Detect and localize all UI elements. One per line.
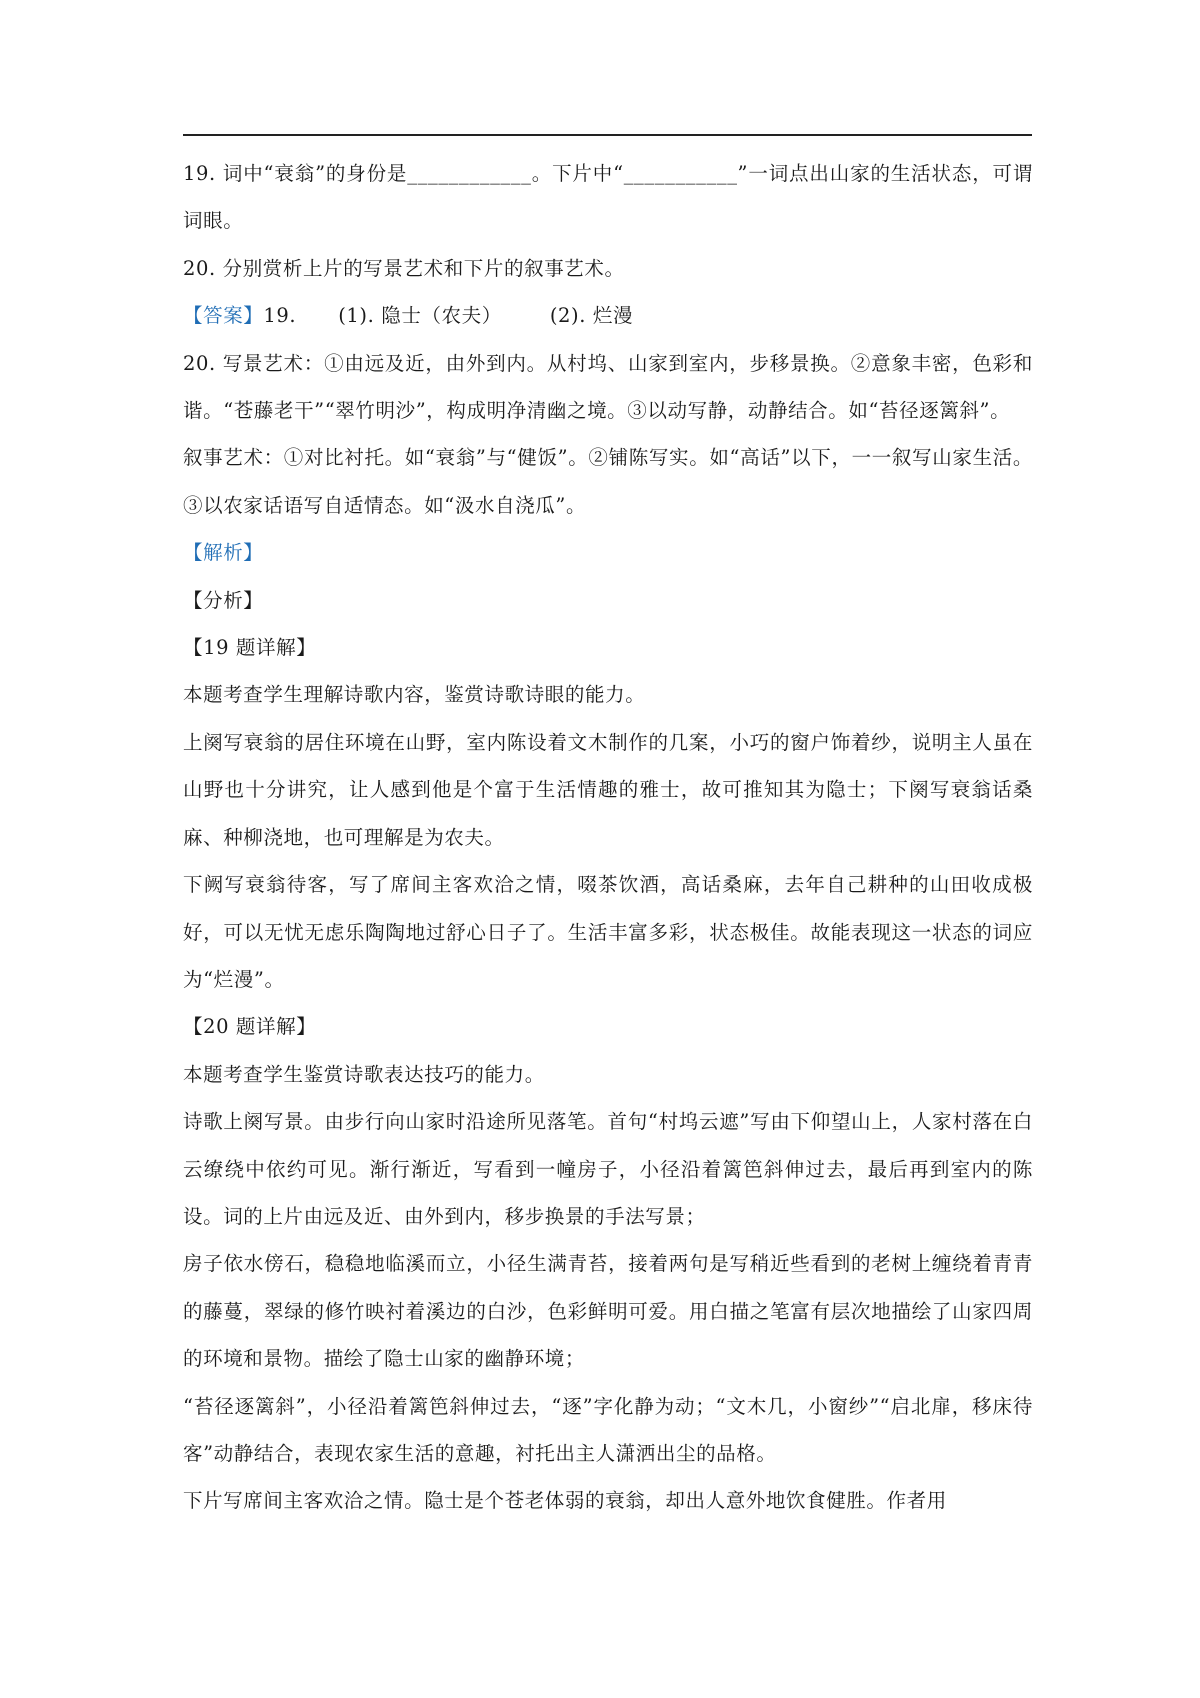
analysis-sub-label: 【分析】: [183, 588, 264, 612]
q20-detail-p3: 房子依水傍石，稳稳地临溪而立，小径生满青苔，接着两句是写稍近些看到的老树上缠绕着青青的藤蔓，翠绿的修竹映衬着溪边的白沙，色彩鲜明可爱。用白描之笔富有层次地描绘了山家四周的环境和景物。描绘了隐士山家的幽静环境；: [183, 1252, 1033, 1371]
answer-19: [183, 292, 1033, 339]
q19-detail-p2: 上阕写衰翁的居住环境在山野，室内陈设着文木制作的几案，小巧的窗户饰着纱，说明主人虽在山野也十分讲究，让人感到他是个富于生活情趣的雅士，故可推知其为隐士；下阕写衰翁话桑麻、种柳浇地，也可理解是为农夫。: [183, 730, 1033, 849]
q20-detail-p2: 诗歌上阕写景。由步行向山家时沿途所见落笔。首句“村坞云遮”写由下仰望山上，人家村落在白云缭绕中依约可见。渐行渐近，写看到一幢房子，小径沿着篱笆斜伸过去，最后再到室内的陈设。词的上片由远及近、由外到内，移步换景的手法写景；: [183, 1110, 1033, 1228]
document-body: [183, 150, 1033, 1525]
answer-label: 【答案】: [183, 304, 264, 328]
answer-20-narrative: 叙事艺术：①对比衬托。如“衰翁”与“健饭”。②铺陈写实。如“高话”以下，一一叙写山家生活。③以农家话语写自适情态。如“汲水自浇瓜”。: [183, 446, 1033, 517]
q20-detail-p5: 下片写席间主客欢洽之情。隐士是个苍老体弱的衰翁，却出人意外地饮食健胜。作者用: [183, 1489, 947, 1513]
q19-detail-p1: 本题考查学生理解诗歌内容，鉴赏诗歌诗眼的能力。: [183, 683, 646, 707]
q19-detail-p3: 下阙写衰翁待客，写了席间主客欢洽之情，啜茶饮酒，高话桑麻，去年自己耕种的山田收成极好，可以无忧无虑乐陶陶地过舒心日子了。生活丰富多彩，状态极佳。故能表现这一状态的词应为“烂漫”。: [183, 873, 1033, 991]
q19-detail-heading: 【19 题详解】: [183, 636, 317, 660]
analysis-label: 【解析】: [183, 541, 264, 565]
answer-19-part2: (2). 烂漫: [549, 304, 634, 328]
q20-detail-p1: 本题考查学生鉴赏诗歌表达技巧的能力。: [183, 1062, 545, 1086]
q20-detail-heading: 【20 题详解】: [183, 1015, 317, 1039]
answer-20-scenery: 20. 写景艺术：①由远及近，由外到内。从村坞、山家到室内，步移景换。②意象丰密，色彩和谐。“苍藤老干”“翠竹明沙”，构成明净清幽之境。③以动写静，动静结合。如“苔径逐篱斜”。: [183, 351, 1033, 423]
answer-19-part1: (1). 隐士（农夫）: [338, 304, 502, 328]
answer-19-number: 19.: [263, 304, 297, 328]
question-19: 19. 词中“衰翁”的身份是____________。下片中“___________”一词点出山家的生活状态，可谓词眼。: [183, 162, 1033, 233]
q20-detail-p4: “苔径逐篱斜”，小径沿着篱笆斜伸过去，“逐”字化静为动；“文木几，小窗纱”“启北扉，移床待客”动静结合，表现农家生活的意趣，衬托出主人潇洒出尘的品格。: [183, 1394, 1033, 1465]
question-20: 20. 分别赏析上片的写景艺术和下片的叙事艺术。: [183, 256, 625, 280]
header-rule: [183, 134, 1032, 136]
